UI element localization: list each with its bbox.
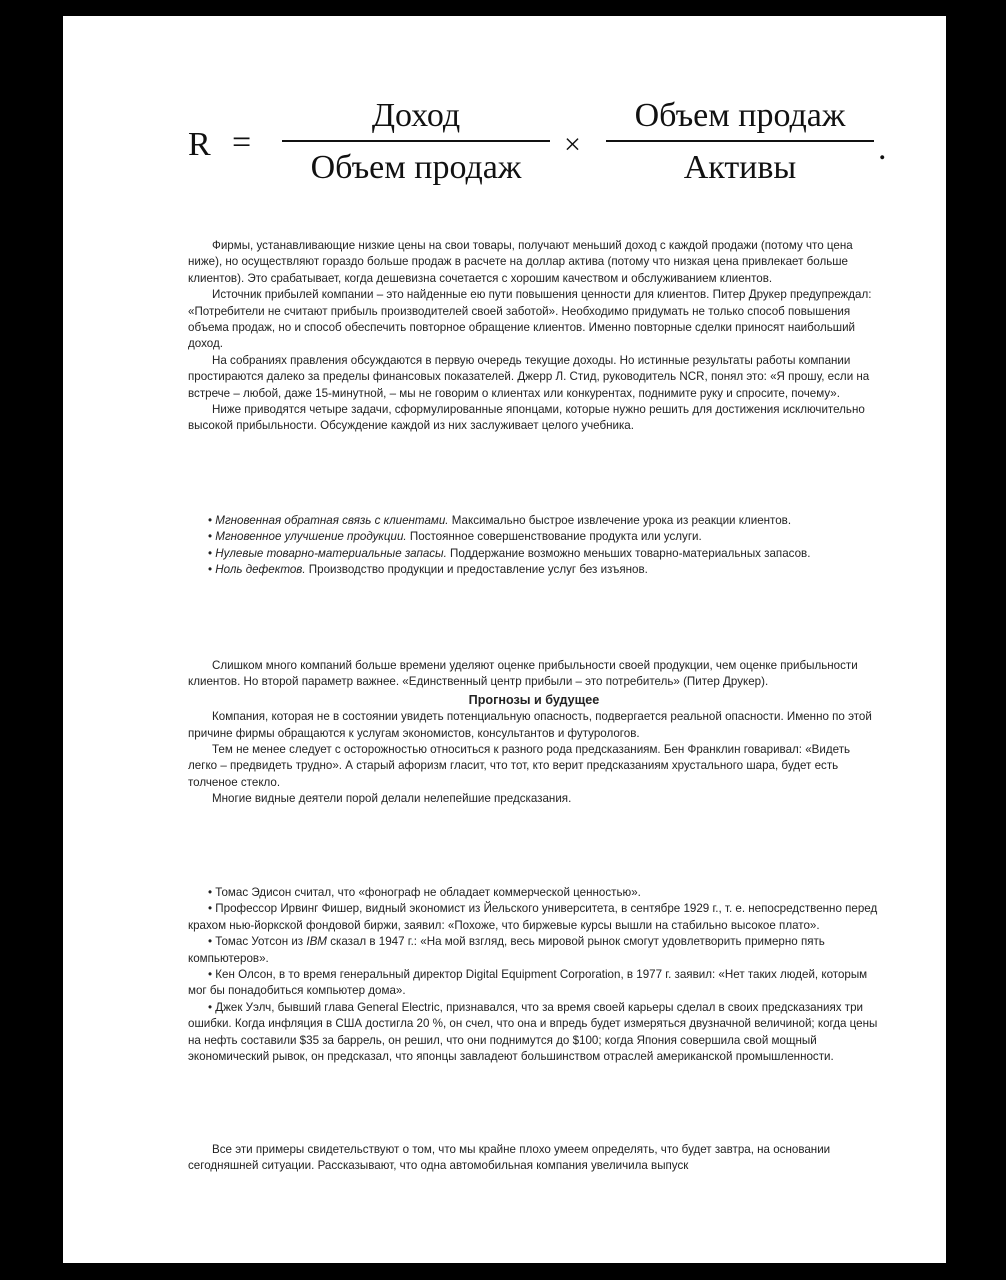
task-term: Нулевые товарно-материальные запасы. — [215, 546, 447, 560]
example-text: Томас Эдисон считал, что «фонограф не обладает коммерческой ценностью». — [215, 886, 641, 899]
bullet: • — [208, 902, 213, 916]
task-desc: Постоянное совершенствование продукта или услуги. — [406, 530, 702, 544]
formula-equals: = — [232, 124, 252, 161]
list-item — [188, 901, 880, 934]
section-profit-text — [188, 238, 880, 435]
list-item — [188, 546, 880, 562]
fraction-numerator: Доход — [371, 97, 461, 134]
example-text: Томас Уотсон из — [215, 935, 307, 949]
task-desc: Производство продукции и предоставление услуг без изъянов. — [305, 563, 648, 577]
section-heading: Прогнозы и будущее — [468, 692, 600, 707]
example-text: сказал в 1947 г.: «На мой взгляд, весь мировой рынок смогут удовлетворить примерно пять компьютеров». — [188, 935, 825, 965]
task-desc: Поддержание возможно меньших товарно-материальных запасов. — [446, 546, 811, 560]
bullet: • — [208, 563, 213, 577]
paragraph: Все эти примеры свидетельствуют о том, что мы крайне плохо умеем определять, что будет завтра, на основании сегодняшней ситуации. Рассказывают, что одна автомобильная компания увеличила выпуск — [188, 1143, 831, 1173]
fraction-sales-per-assets — [606, 94, 874, 190]
example-text: Профессор Ирвинг Фишер, видный экономист из Йельского университета, в сентябре 1929 г., т. е. непосредственно перед крахом нью-йоркской фондовой биржи, заявил: «Похоже, что биржевые курсы вышли на стабильно высокое плато». — [188, 902, 878, 932]
bullet: • — [208, 968, 213, 982]
list-item — [188, 513, 880, 529]
document-page — [63, 16, 946, 1263]
examples-list — [188, 885, 880, 1065]
section-conclusion — [188, 1142, 880, 1175]
list-item — [188, 1000, 880, 1066]
formula-lhs: R — [188, 126, 211, 163]
fraction-denominator: Активы — [683, 149, 797, 186]
paragraph: Слишком много компаний больше времени уделяют оценке прибыльности своей продукции, чем оценке прибыльности клиентов. Но второй параметр важнее. «Единственный центр прибыли – это потребитель» (Питер Друкер). — [188, 659, 858, 689]
fraction-income-per-sales — [282, 94, 550, 190]
example-text: Джек Уэлч, бывший глава General Electric, признавался, что за время своей карьеры сделал в своих предсказаниях три ошибки. Когда инфляция в США достигла 20 %, он счел, что она и впредь будет измеряться двузначной величиной; когда цены на нефть составили $35 за баррель, он решил, что они поднимутся до $100; когда Япония совершила свой мощный экономический рывок, он предсказал, что японцы завладеют большинством отраслей американской промышленности. — [188, 1000, 878, 1064]
bullet: • — [208, 886, 213, 899]
list-item — [188, 934, 880, 967]
paragraph: На собраниях правления обсуждаются в первую очередь текущие доходы. Но истинные результаты работы компании простираются далеко за пределы финансовых показателей. Джерр Л. Стид, руководитель NCR, понял это: «Я прошу, если на встрече – любой, даже 15-минутной, – мы не говорим о клиентах или конкурентах, поднимите руку и спросите, почему». — [188, 353, 870, 400]
formula-times: × — [564, 128, 581, 161]
bullet: • — [208, 1000, 213, 1014]
list-item — [188, 562, 880, 578]
example-text: Кен Олсон, в то время генеральный директор Digital Equipment Corporation, в 1977 г. заявил: «Нет таких людей, которым мог бы понадобиться компьютер дома». — [188, 968, 868, 998]
tasks-list — [188, 513, 880, 579]
paragraph: Фирмы, устанавливающие низкие цены на свои товары, получают меньший доход с каждой продажи (потому что цена ниже), но осуществляют гораздо больше продаж в расчете на доллар актива (потому что низкая цена привлекает больше клиентов). Это срабатывает, когда дешевизна сочетается с хорошим качеством и обслуживанием клиентов. — [188, 239, 853, 285]
list-item — [188, 885, 880, 901]
formula-end: . — [878, 130, 887, 167]
fraction-bar — [606, 140, 874, 142]
bullet: • — [208, 546, 213, 560]
section-forecasts — [188, 658, 880, 808]
paragraph: Тем не менее следует с осторожностью относиться к разного рода предсказаниям. Бен Франклин говаривал: «Видеть легко – предвидеть трудно». А старый афоризм гласит, что тот, кто верит предсказаниям хрустального шара, будет есть толченое стекло. — [188, 743, 851, 789]
paragraph: Многие видные деятели порой делали нелепейшие предсказания. — [212, 792, 572, 806]
task-term: Мгновенное улучшение продукции. — [215, 530, 407, 544]
bullet: • — [208, 935, 213, 949]
list-item — [188, 529, 880, 545]
bullet: • — [208, 530, 213, 544]
example-emphasis: IBM — [306, 935, 327, 949]
profitability-formula — [188, 94, 893, 204]
task-desc: Максимально быстрое извлечение урока из реакции клиентов. — [448, 514, 792, 527]
fraction-bar — [282, 140, 550, 142]
fraction-numerator: Объем продаж — [634, 97, 846, 134]
fraction-denominator: Объем продаж — [310, 149, 522, 186]
task-term: Ноль дефектов. — [215, 563, 306, 577]
paragraph: Ниже приводятся четыре задачи, сформулированные японцами, которые нужно решить для достижения исключительно высокой прибыльности. Обсуждение каждой из них заслуживает целого учебника. — [188, 403, 865, 433]
list-item — [188, 967, 880, 1000]
paragraph: Источник прибылей компании – это найденные ею пути повышения ценности для клиентов. Питер Друкер предупреждал: «Потребители не считают прибыль производителей своей заботой». Необходимо придумать не только способ повышения объема продаж, но и способ обеспечить повторное обращение клиентов. Именно повторные сделки приносят наибольший доход. — [188, 288, 872, 351]
paragraph: Компания, которая не в состоянии увидеть потенциальную опасность, подвергается реальной опасности. Именно по этой причине фирмы обращаются к услугам экономистов, консультантов и футурологов. — [188, 710, 872, 740]
bullet: • — [208, 514, 213, 527]
task-term: Мгновенная обратная связь с клиентами. — [215, 514, 449, 527]
